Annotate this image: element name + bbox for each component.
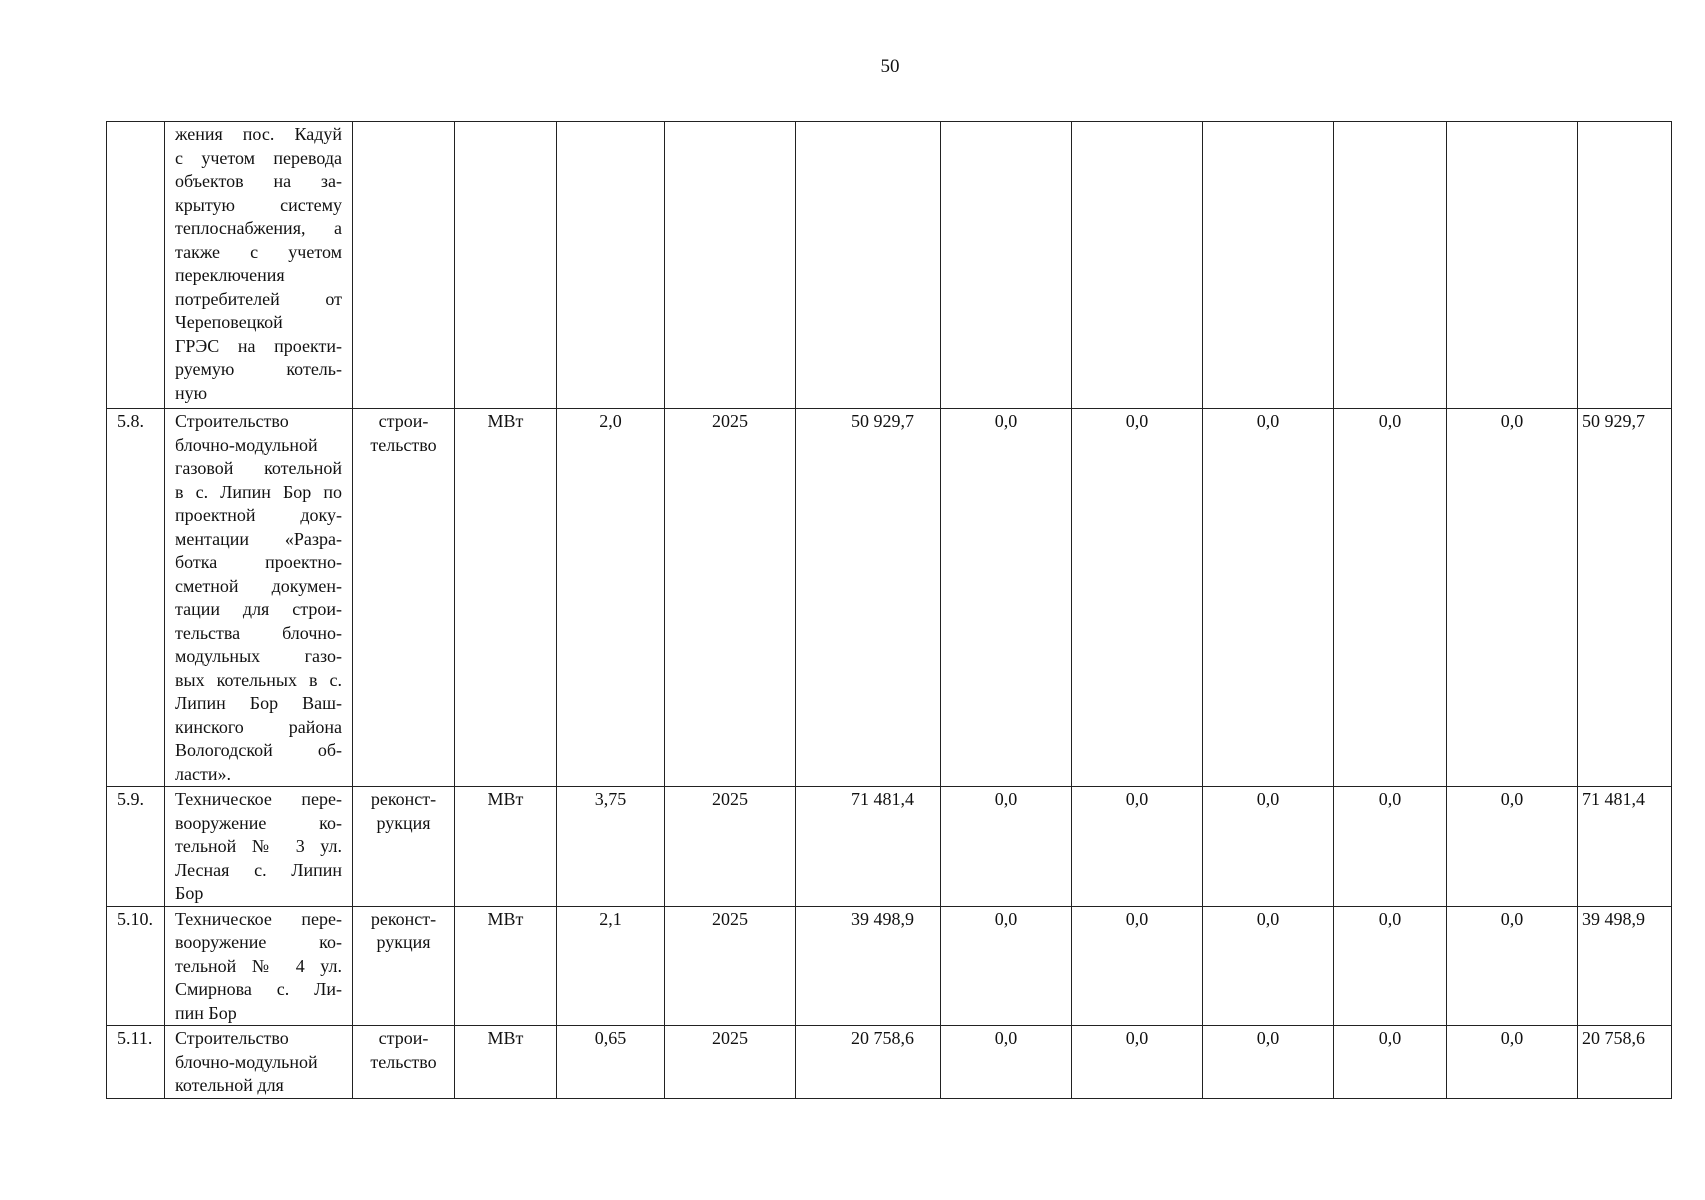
text-line: реконст-: [370, 908, 437, 929]
unit-cell: [455, 409, 557, 787]
capacity-cell: [557, 1026, 665, 1099]
description-cell: [165, 122, 353, 409]
table-row: [107, 122, 1672, 409]
table-row: [107, 409, 1672, 787]
value-cell-4: [1334, 787, 1447, 907]
value-cell-3: [1203, 787, 1334, 907]
text-line: ГРЭС на проекти-: [175, 335, 342, 356]
value-1: 0,0: [994, 908, 1018, 929]
row-description: [165, 907, 352, 1026]
value-2: 0,0: [1125, 411, 1149, 431]
value-1: 0,0: [994, 411, 1018, 431]
text-line: Строительство: [175, 411, 289, 431]
value-3: 0,0: [1256, 411, 1280, 431]
text-line: вых котельных в с.: [175, 669, 342, 690]
work-type: [353, 907, 454, 955]
text-line: сметной докумен-: [175, 575, 342, 596]
value-5: [1447, 122, 1577, 123]
work-type: [353, 1026, 454, 1074]
capacity-cell: [557, 906, 665, 1026]
value-cell-3: [1203, 1026, 1334, 1099]
value-2: 0,0: [1125, 908, 1149, 929]
text-line: потребителей от: [175, 288, 342, 309]
text-line: тельство: [370, 1051, 437, 1072]
description-cell: [165, 1026, 353, 1099]
text-line: котельной для: [175, 1075, 284, 1095]
text-line: пин Бор: [175, 1002, 237, 1023]
year: [665, 122, 795, 123]
year-cell: [665, 1026, 796, 1099]
value-cell-4: [1334, 409, 1447, 787]
value-cell-5: [1447, 409, 1578, 787]
text-line: в с. Липин Бор по: [175, 481, 342, 502]
capacity-cell: [557, 787, 665, 907]
value-6: 71 481,4: [1582, 789, 1645, 809]
text-line: жения пос. Кадуй: [175, 124, 342, 144]
text-line: Смирнова с. Ли-: [175, 979, 342, 999]
unit-cell: [455, 787, 557, 907]
text-line: блочно-модульной: [175, 434, 318, 455]
row-index-cell: [107, 409, 165, 787]
year: 2025: [712, 789, 748, 809]
text-line: тельства блочно-: [175, 622, 342, 643]
total-value: [796, 122, 940, 123]
description-cell: [165, 787, 353, 907]
value-4: 0,0: [1378, 908, 1402, 929]
year: 2025: [712, 411, 748, 431]
value-6: 20 758,6: [1582, 1028, 1645, 1048]
value-5: 0,0: [1500, 789, 1524, 809]
table-row: [107, 1026, 1672, 1099]
work-type: [353, 122, 454, 123]
text-line: реконст-: [370, 789, 437, 809]
text-line: переключения: [175, 265, 285, 285]
text-line: Липин Бор Ваш-: [175, 693, 342, 713]
value-5: 0,0: [1500, 908, 1524, 929]
work-type-cell: [353, 122, 455, 409]
value-1: [941, 122, 1071, 123]
table-body: [107, 122, 1672, 1099]
row-index-cell: [107, 1026, 165, 1099]
value-cell-5: [1447, 787, 1578, 907]
year: 2025: [712, 1028, 748, 1048]
total-cell: [796, 122, 941, 409]
unit-cell: [455, 122, 557, 409]
text-line: строи-: [378, 1028, 429, 1048]
value-cell-5: [1447, 122, 1578, 409]
table-row: [107, 906, 1672, 1026]
text-line: рукция: [376, 812, 431, 833]
text-line: тельство: [370, 434, 437, 455]
text-line: проектной доку-: [175, 505, 342, 525]
value-cell-5: [1447, 1026, 1578, 1099]
text-line: кинского района: [175, 716, 342, 737]
unit: МВт: [487, 789, 524, 809]
value-cell-2: [1072, 1026, 1203, 1099]
row-description: [165, 1026, 352, 1098]
value-cell-1: [941, 409, 1072, 787]
value-4: 0,0: [1378, 1028, 1402, 1048]
page-number: 50: [880, 56, 900, 77]
value-cell-3: [1203, 122, 1334, 409]
description-cell: [165, 906, 353, 1026]
row-index-cell: [107, 122, 165, 409]
text-line: руемую котель-: [175, 359, 342, 379]
text-line: ную: [175, 382, 208, 403]
text-line: тельной № 3 ул.: [175, 836, 342, 856]
capacity: 2,1: [599, 908, 622, 929]
unit: [455, 122, 556, 123]
row-index-cell: [107, 906, 165, 1026]
value-cell-2: [1072, 122, 1203, 409]
text-line: крытую систему: [175, 194, 342, 215]
total-value: 39 498,9: [851, 908, 914, 929]
capacity-cell: [557, 409, 665, 787]
row-description: [165, 787, 352, 906]
total-value: 71 481,4: [851, 789, 914, 809]
total-cell: [796, 906, 941, 1026]
value-cell-5: [1447, 906, 1578, 1026]
investment-table: [106, 121, 1672, 1099]
value-3: 0,0: [1256, 789, 1280, 809]
value-1: 0,0: [994, 1028, 1018, 1048]
value-cell-1: [941, 1026, 1072, 1099]
value-cell-6: [1578, 409, 1672, 787]
value-3: 0,0: [1256, 1028, 1280, 1048]
row-index: 5.8.: [117, 411, 144, 431]
row-index: 5.9.: [117, 789, 144, 809]
text-line: Бор: [175, 883, 204, 903]
value-6: 39 498,9: [1582, 908, 1645, 929]
value-cell-1: [941, 122, 1072, 409]
capacity-cell: [557, 122, 665, 409]
table-row: [107, 787, 1672, 907]
value-cell-2: [1072, 787, 1203, 907]
text-line: газовой котельной: [175, 458, 342, 478]
total-value: 20 758,6: [851, 1028, 914, 1048]
row-index: [107, 122, 164, 123]
text-line: Вологодской об-: [175, 740, 342, 760]
row-description: [165, 409, 352, 786]
value-6: 50 929,7: [1582, 411, 1645, 431]
text-line: вооружение ко-: [175, 932, 342, 952]
year-cell: [665, 787, 796, 907]
year-cell: [665, 906, 796, 1026]
row-index: 5.11.: [117, 1028, 153, 1048]
value-2: 0,0: [1125, 789, 1149, 809]
value-4: 0,0: [1378, 789, 1402, 809]
capacity: 2,0: [599, 411, 622, 431]
text-line: Лесная с. Липин: [175, 859, 342, 880]
value-cell-2: [1072, 409, 1203, 787]
value-cell-3: [1203, 906, 1334, 1026]
value-5: 0,0: [1500, 1028, 1524, 1048]
text-line: вооружение ко-: [175, 812, 342, 833]
work-type: [353, 787, 454, 835]
work-type: [353, 409, 454, 457]
total-cell: [796, 409, 941, 787]
row-description: [165, 122, 352, 405]
text-line: с учетом перевода: [175, 147, 342, 168]
text-line: объектов на за-: [175, 171, 342, 191]
value-1: 0,0: [994, 789, 1018, 809]
text-line: теплоснабжения, а: [175, 218, 342, 238]
unit: МВт: [487, 411, 524, 431]
unit: МВт: [487, 908, 524, 929]
year-cell: [665, 122, 796, 409]
value-cell-6: [1578, 122, 1672, 409]
year-cell: [665, 409, 796, 787]
capacity: 3,75: [594, 789, 627, 809]
value-cell-6: [1578, 1026, 1672, 1099]
text-line: Череповецкой: [175, 312, 283, 332]
row-index-cell: [107, 787, 165, 907]
value-cell-6: [1578, 787, 1672, 907]
value-cell-3: [1203, 409, 1334, 787]
value-5: 0,0: [1500, 411, 1524, 431]
value-4: 0,0: [1378, 411, 1402, 431]
unit-cell: [455, 1026, 557, 1099]
unit-cell: [455, 906, 557, 1026]
text-line: ботка проектно-: [175, 552, 342, 572]
work-type-cell: [353, 906, 455, 1026]
text-line: также с учетом: [175, 241, 342, 262]
text-line: ласти».: [175, 763, 231, 784]
total-cell: [796, 1026, 941, 1099]
value-cell-4: [1334, 1026, 1447, 1099]
text-line: модульных газо-: [175, 646, 342, 666]
value-6: [1578, 122, 1671, 123]
text-line: Строительство: [175, 1028, 289, 1048]
total-cell: [796, 787, 941, 907]
value-cell-4: [1334, 122, 1447, 409]
value-2: [1072, 122, 1202, 123]
text-line: строи-: [378, 411, 429, 431]
text-line: Техническое пере-: [175, 908, 342, 929]
text-line: тельной № 4 ул.: [175, 955, 342, 976]
value-cell-1: [941, 787, 1072, 907]
value-cell-6: [1578, 906, 1672, 1026]
value-2: 0,0: [1125, 1028, 1149, 1048]
description-cell: [165, 409, 353, 787]
value-3: 0,0: [1256, 908, 1280, 929]
value-cell-1: [941, 906, 1072, 1026]
unit: МВт: [487, 1028, 524, 1048]
work-type-cell: [353, 409, 455, 787]
capacity: 0,65: [594, 1028, 627, 1048]
value-cell-2: [1072, 906, 1203, 1026]
text-line: тации для строи-: [175, 599, 342, 619]
year: 2025: [712, 908, 748, 929]
row-index: 5.10.: [117, 908, 153, 929]
capacity: [557, 122, 664, 123]
value-4: [1334, 122, 1446, 123]
text-line: Техническое пере-: [175, 789, 342, 809]
text-line: ментации «Разра-: [175, 528, 342, 549]
text-line: рукция: [376, 932, 431, 952]
work-type-cell: [353, 787, 455, 907]
value-cell-4: [1334, 906, 1447, 1026]
work-type-cell: [353, 1026, 455, 1099]
value-3: [1203, 122, 1333, 123]
total-value: 50 929,7: [851, 411, 914, 431]
text-line: блочно-модульной: [175, 1051, 318, 1072]
